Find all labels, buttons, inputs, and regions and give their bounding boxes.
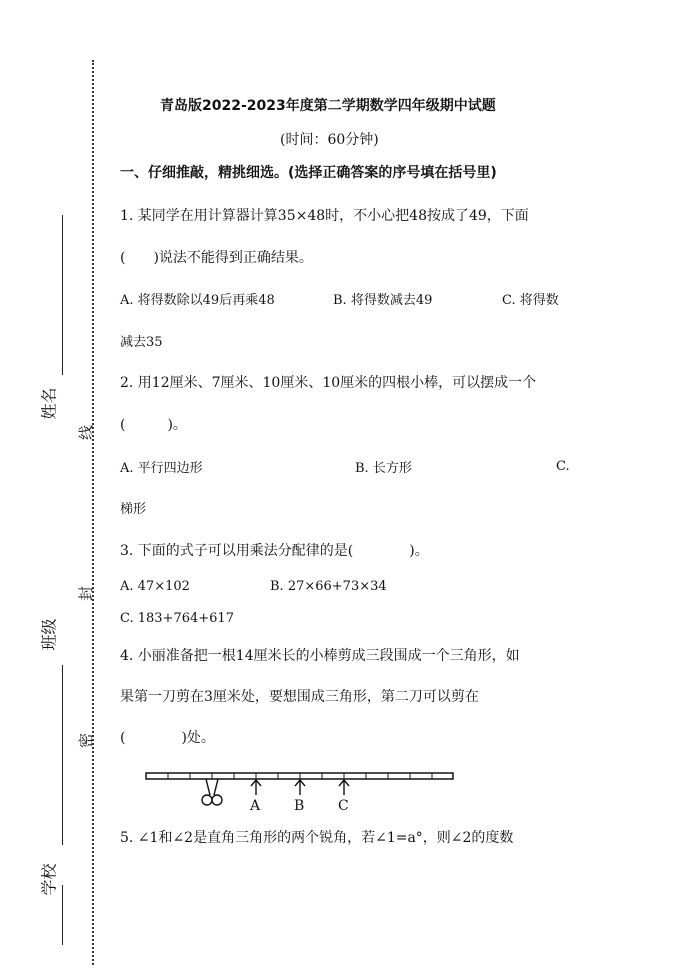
school-label: 学校 — [39, 863, 59, 896]
q3-option-a: A. 47×102 — [120, 579, 190, 594]
q3-text-line1: 3. 下面的式子可以用乘法分配律的是( )。 — [120, 543, 429, 559]
class-underline — [62, 665, 63, 845]
name-underline — [62, 215, 63, 375]
q4-text-line3: ( )处。 — [120, 730, 215, 746]
q2-option-c-cont: 梯形 — [120, 502, 147, 517]
q1-option-b: B. 将得数减去49 — [333, 293, 433, 308]
school-underline — [62, 885, 63, 945]
stick-figure — [140, 765, 460, 815]
point-label-c: C — [338, 798, 349, 814]
q2-text-line1: 2. 用12厘米、7厘米、10厘米、10厘米的四根小棒，可以摆成一个 — [120, 375, 537, 391]
seal-feng: 封 — [77, 585, 96, 602]
section-heading: 一、仔细推敲，精挑细选。(选择正确答案的序号填在括号里) — [120, 165, 497, 181]
q2-text-line2: ( )。 — [120, 417, 187, 433]
scissors-icon — [202, 779, 222, 805]
q4-text-line1: 4. 小丽准备把一根14厘米长的小棒剪成三段围成一个三角形，如 — [120, 648, 520, 664]
name-label: 姓名 — [39, 387, 59, 420]
q5-text-line1: 5. ∠1和∠2是直角三角形的两个锐角，若∠1=a°，则∠2的度数 — [120, 830, 514, 846]
arrow-a-icon — [251, 780, 261, 795]
q1-text-line2: ( )说法不能得到正确结果。 — [120, 250, 313, 266]
q3-option-c: C. 183+764+617 — [120, 611, 234, 626]
q1-option-c-cont: 减去35 — [120, 335, 163, 350]
class-label: 班级 — [39, 618, 59, 651]
point-label-a: A — [250, 798, 261, 814]
point-label-b: B — [294, 798, 305, 814]
q2-option-a: A. 平行四边形 — [120, 461, 203, 476]
arrow-c-icon — [339, 780, 349, 795]
seal-xian: 线 — [77, 424, 96, 441]
page-title: 青岛版2022-2023年度第二学期数学四年级期中试题 — [160, 98, 496, 114]
q2-option-c: C. — [556, 459, 570, 474]
dotted-binding-line — [92, 60, 94, 965]
time-limit: (时间：60分钟) — [280, 132, 379, 148]
q1-option-c: C. 将得数 — [502, 293, 559, 308]
q1-text-line1: 1. 某同学在用计算器计算35×48时，不小心把48按成了49，下面 — [120, 208, 529, 224]
q3-option-b: B. 27×66+73×34 — [270, 579, 387, 594]
q2-option-b: B. 长方形 — [355, 461, 412, 476]
seal-mi: 密 — [77, 732, 96, 749]
arrow-b-icon — [295, 780, 305, 795]
q1-option-a: A. 将得数除以49后再乘48 — [120, 293, 275, 308]
q4-text-line2: 果第一刀剪在3厘米处，要想围成三角形，第二刀可以剪在 — [120, 689, 479, 705]
